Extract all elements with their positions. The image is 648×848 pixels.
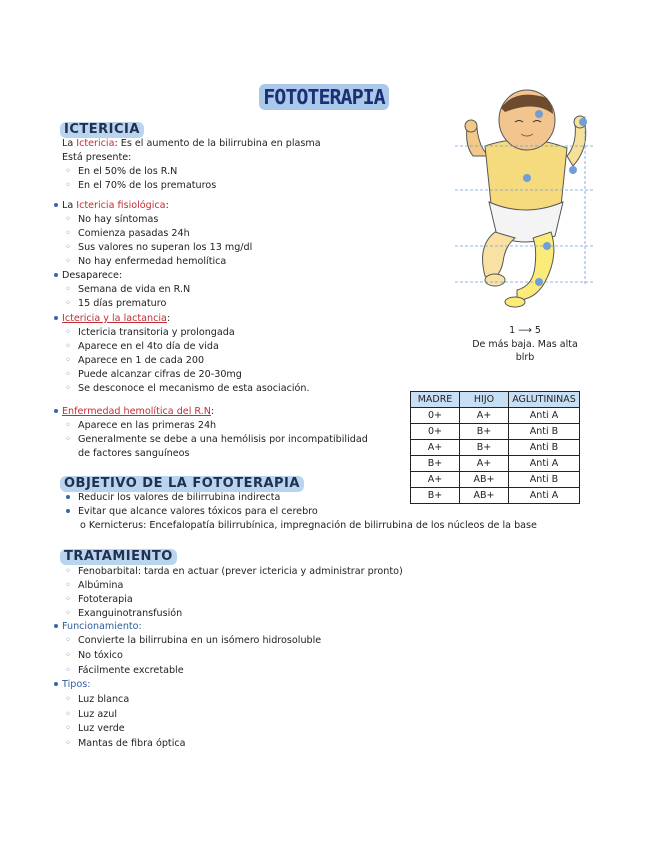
list-item: ◦ Sus valores no superan los 13 mg/dl [78,241,252,254]
table-row: 0+ B+ Anti B [411,424,580,440]
list-item: ◦ Comienza pasadas 24h [78,227,190,240]
blood-group-table [410,391,580,504]
funcionamiento-label: Funcionamiento: [62,621,142,632]
list-item: ◦ Mantas de fibra óptica [78,737,186,750]
kernicterus-note: o Kernicterus: Encefalopatía bilirrubínica, impregnación de bilirrubina de los núcleos de la base [80,520,537,531]
tratamiento-heading: TRATAMIENTO [60,545,177,565]
list-item: ◦ Convierte la bilirrubina en un isómero hidrosoluble [78,634,321,647]
table-row: B+ A+ Anti A [411,456,580,472]
list-item: ◦ Aparece en 1 de cada 200 [78,354,204,367]
list-item: ◦ Luz azul [78,708,117,721]
table-row: A+ B+ Anti B [411,440,580,456]
table-row: A+ AB+ Anti B [411,472,580,488]
list-item: ◦ Puede alcanzar cifras de 20-30mg [78,368,242,381]
list-item: ◦ Luz blanca [78,693,129,706]
list-item: ◦ En el 50% de los R.N [78,165,177,178]
fisiologica-label: La Ictericia fisiológica: [62,200,169,211]
tipos-label: Tipos: [62,679,91,690]
figure-caption: De más baja. Mas alta [472,339,578,350]
list-item: ◦ En el 70% de los prematuros [78,179,216,192]
list-item-continuation: de factores sanguíneos [78,448,190,459]
figure-caption-2: blrb [515,352,535,363]
list-item: ◦ Fenobarbital: tarda en actuar (prever ictericia y administrar pronto) [78,565,403,578]
list-item: ◦ 15 días prematuro [78,297,166,310]
ictericia-definition: La Ictericia: Es el aumento de la bilirrubina en plasma [62,138,321,149]
list-item: Reducir los valores de bilirrubina indirecta [78,492,281,503]
list-item: ◦ Aparece en el 4to día de vida [78,340,219,353]
list-item: ◦ Luz verde [78,722,125,735]
table-row: B+ AB+ Anti A [411,488,580,504]
list-item: ◦ No hay síntomas [78,213,158,226]
list-item: ◦ Aparece en las primeras 24h [78,419,216,432]
list-item: ◦ Se desconoce el mecanismo de esta asociación. [78,382,310,395]
ictericia-heading: ICTERICIA [60,118,144,138]
page-title: FOTOTERAPIA [0,84,648,110]
list-item: ◦ Ictericia transitoria y prolongada [78,326,235,339]
lactancia-label: Ictericia y la lactancia: [62,313,171,324]
list-item: ◦ No hay enfermedad hemolítica [78,255,226,268]
hemolitica-label: Enfermedad hemolítica del R.N: [62,406,215,417]
table-header: MADRE [411,392,460,408]
list-item: ◦ Fácilmente excretable [78,664,184,677]
present-label: Está presente: [62,152,132,163]
figure-scale: 1 ⟶ 5 [509,325,541,336]
list-item: ◦ Fototerapia [78,593,133,606]
table-header: AGLUTININAS [509,392,580,408]
list-item: ◦ Generalmente se debe a una hemólisis por incompatibilidad [78,433,368,446]
baby-illustration [455,86,595,318]
list-item: ◦ Albúmina [78,579,123,592]
list-item: ◦ Semana de vida en R.N [78,283,190,296]
list-item: Evitar que alcance valores tóxicos para el cerebro [78,506,318,517]
desaparece-label: Desaparece: [62,270,123,281]
list-item: ◦ No tóxico [78,649,123,662]
table-row: 0+ A+ Anti A [411,408,580,424]
baby-figure [465,90,586,307]
list-item: ◦ Exanguinotransfusión [78,607,182,620]
table-header: HIJO [460,392,509,408]
objetivo-heading: OBJETIVO DE LA FOTOTERAPIA [60,472,304,492]
